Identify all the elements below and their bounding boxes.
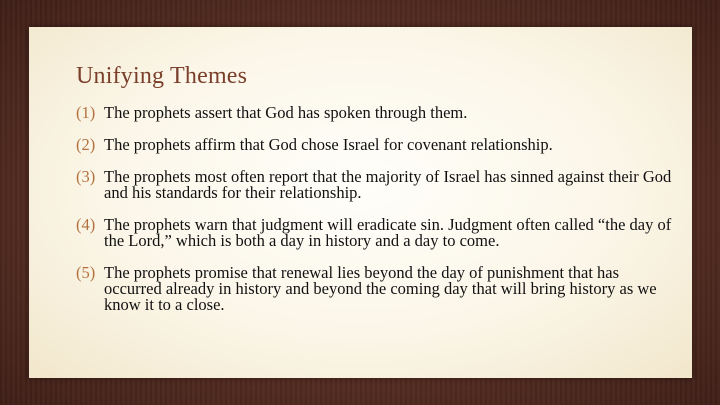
- slide: [29, 27, 692, 378]
- item-text: The prophets assert that God has spoken through them.: [104, 103, 468, 122]
- item-number: (1): [76, 103, 96, 122]
- item-text: The prophets promise that renewal lies beyond the day of punishment that has occurred already in history and beyond the coming day that will bring history as we know it to a close.: [104, 263, 657, 314]
- item-number: (4): [76, 215, 96, 234]
- item-number: (2): [76, 135, 96, 154]
- theme-list: [76, 105, 676, 329]
- list-item: [76, 217, 676, 249]
- list-item: [76, 265, 676, 313]
- item-text: The prophets warn that judgment will eradicate sin. Judgment often called “the day of the Lord,” which is both a day in history and a day to come.: [104, 215, 672, 250]
- item-number: (3): [76, 167, 96, 186]
- item-number: (5): [76, 263, 96, 282]
- slide-title: Unifying Themes: [76, 63, 248, 89]
- item-text: The prophets affirm that God chose Israel for covenant relationship.: [104, 135, 553, 154]
- list-item: [76, 169, 676, 201]
- list-item: [76, 105, 676, 121]
- item-text: The prophets most often report that the majority of Israel has sinned against their God and his standards for their relationship.: [104, 167, 672, 202]
- list-item: [76, 137, 676, 153]
